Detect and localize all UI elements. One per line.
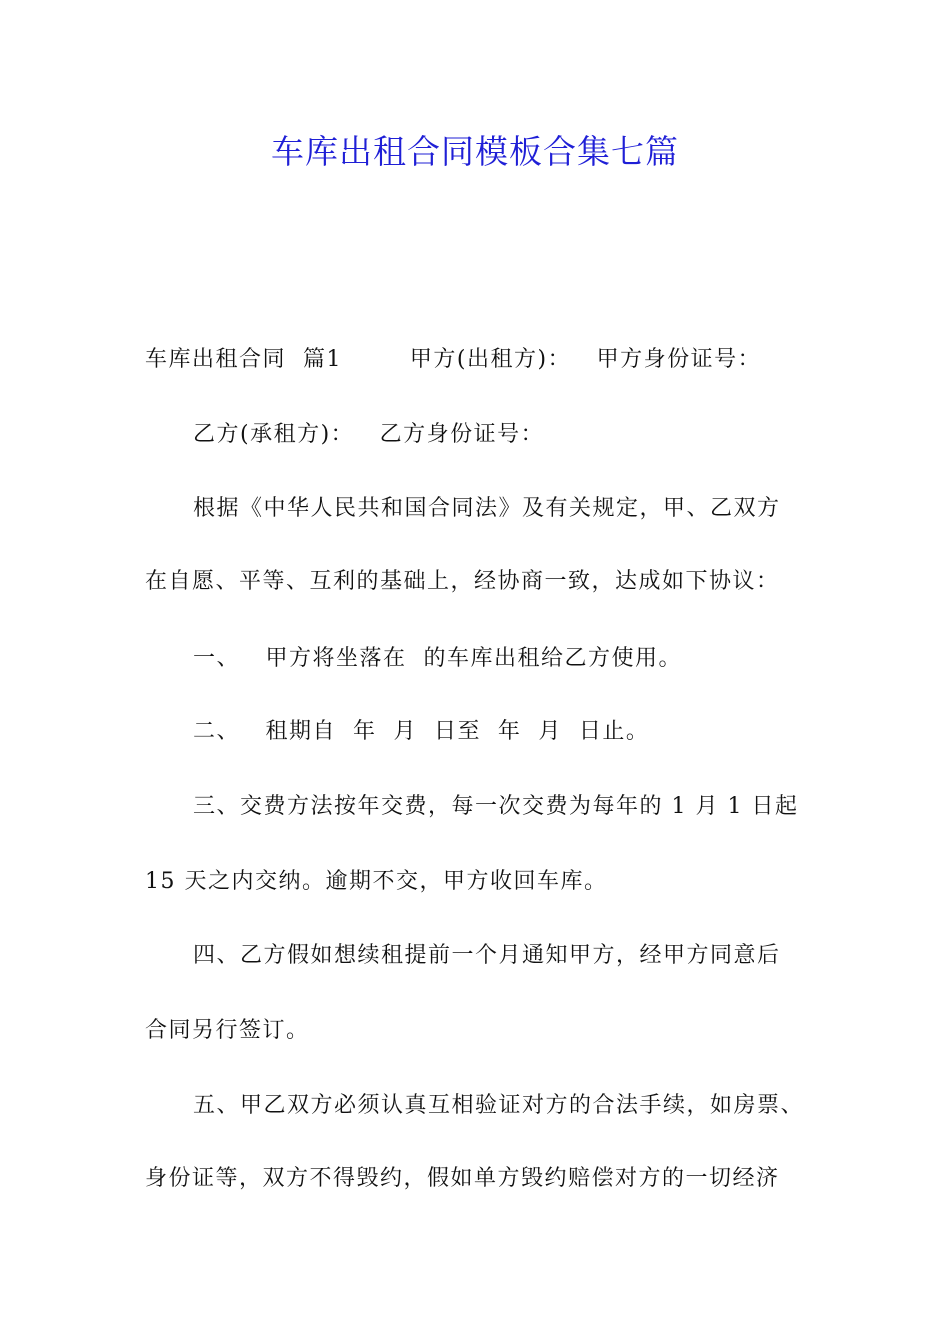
paragraph-line: 根据《中华人民共和国合同法》及有关规定，甲、乙双方 <box>193 496 781 521</box>
clause-2-line: 二、 租期自 年 月 日至 年 月 日止。 <box>193 719 650 744</box>
paragraph-line: 在自愿、平等、互利的基础上，经协商一致，达成如下协议： <box>145 569 780 594</box>
clause-5-continuation: 身份证等，双方不得毁约，假如单方毁约赔偿对方的一切经济 <box>145 1166 780 1191</box>
clause-3-continuation: 15 天之内交纳。逾期不交，甲方收回车库。 <box>145 869 608 894</box>
document-title: 车库出租合同模板合集七篇 <box>271 132 679 171</box>
clause-4-continuation: 合同另行签订。 <box>145 1018 310 1043</box>
party-b-line: 乙方(承租方)： 乙方身份证号： <box>193 422 545 447</box>
clause-4-line: 四、乙方假如想续租提前一个月通知甲方，经甲方同意后 <box>193 943 781 968</box>
clause-5-line: 五、甲乙双方必须认真互相验证对方的合法手续，如房票、 <box>193 1093 805 1118</box>
contract-heading-line: 车库出租合同 篇1 甲方(出租方)： 甲方身份证号： <box>145 347 762 372</box>
clause-1-line: 一、 甲方将坐落在 的车库出租给乙方使用。 <box>193 646 682 671</box>
clause-3-line: 三、交费方法按年交费，每一次交费为每年的 1 月 1 日起 <box>193 794 799 819</box>
